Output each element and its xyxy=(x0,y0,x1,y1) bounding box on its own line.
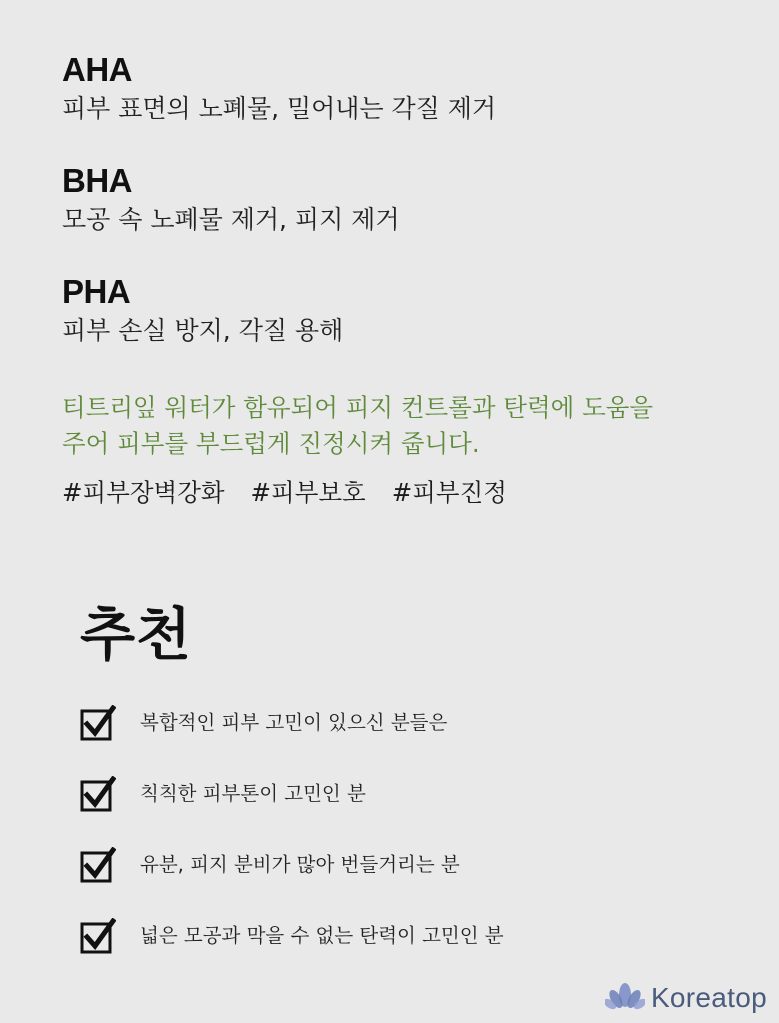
checklist-item xyxy=(80,845,460,885)
checklist-item-label: 칙칙한 피부톤이 고민인 분 xyxy=(140,782,366,805)
checklist-item-label: 유분, 피지 분비가 많아 번들거리는 분 xyxy=(140,853,460,876)
bha-section xyxy=(62,163,399,235)
checkbox-checked-icon xyxy=(80,847,116,883)
brand-name: Koreatop xyxy=(650,982,767,1013)
pha-section xyxy=(62,274,343,346)
tea-tree-line-2: 주어 피부를 부드럽게 진정시켜 줍니다. xyxy=(62,429,480,458)
brand-watermark xyxy=(605,981,767,1015)
tea-tree-description xyxy=(62,390,742,462)
hashtag: #피부보호 xyxy=(250,478,366,507)
checklist-item xyxy=(80,774,366,814)
recommend-title: 추천 xyxy=(80,602,193,668)
aha-description: 피부 표면의 노폐물, 밀어내는 각질 제거 xyxy=(62,94,497,123)
hashtag: #피부장벽강화 xyxy=(62,478,225,507)
checklist-item-label: 넓은 모공과 막을 수 없는 탄력이 고민인 분 xyxy=(140,924,504,947)
tea-tree-line-1: 티트리잎 워터가 함유되어 피지 컨트롤과 탄력에 도움을 xyxy=(62,393,654,422)
checkbox-checked-icon xyxy=(80,776,116,812)
checkbox-checked-icon xyxy=(80,705,116,741)
pha-title: PHA xyxy=(62,273,131,310)
bha-title: BHA xyxy=(62,162,132,199)
aha-title: AHA xyxy=(62,51,132,88)
pha-description: 피부 손실 방지, 각질 용해 xyxy=(62,316,344,345)
bha-description: 모공 속 노폐물 제거, 피지 제거 xyxy=(62,205,400,234)
hashtag-row xyxy=(62,476,507,510)
checkbox-checked-icon xyxy=(80,918,116,954)
lotus-icon xyxy=(605,981,645,1015)
checklist-item xyxy=(80,916,504,956)
checklist-item-label: 복합적인 피부 고민이 있으신 분들은 xyxy=(140,711,448,734)
aha-section xyxy=(62,52,496,124)
checklist-item xyxy=(80,703,447,743)
hashtag: #피부진정 xyxy=(391,478,507,507)
